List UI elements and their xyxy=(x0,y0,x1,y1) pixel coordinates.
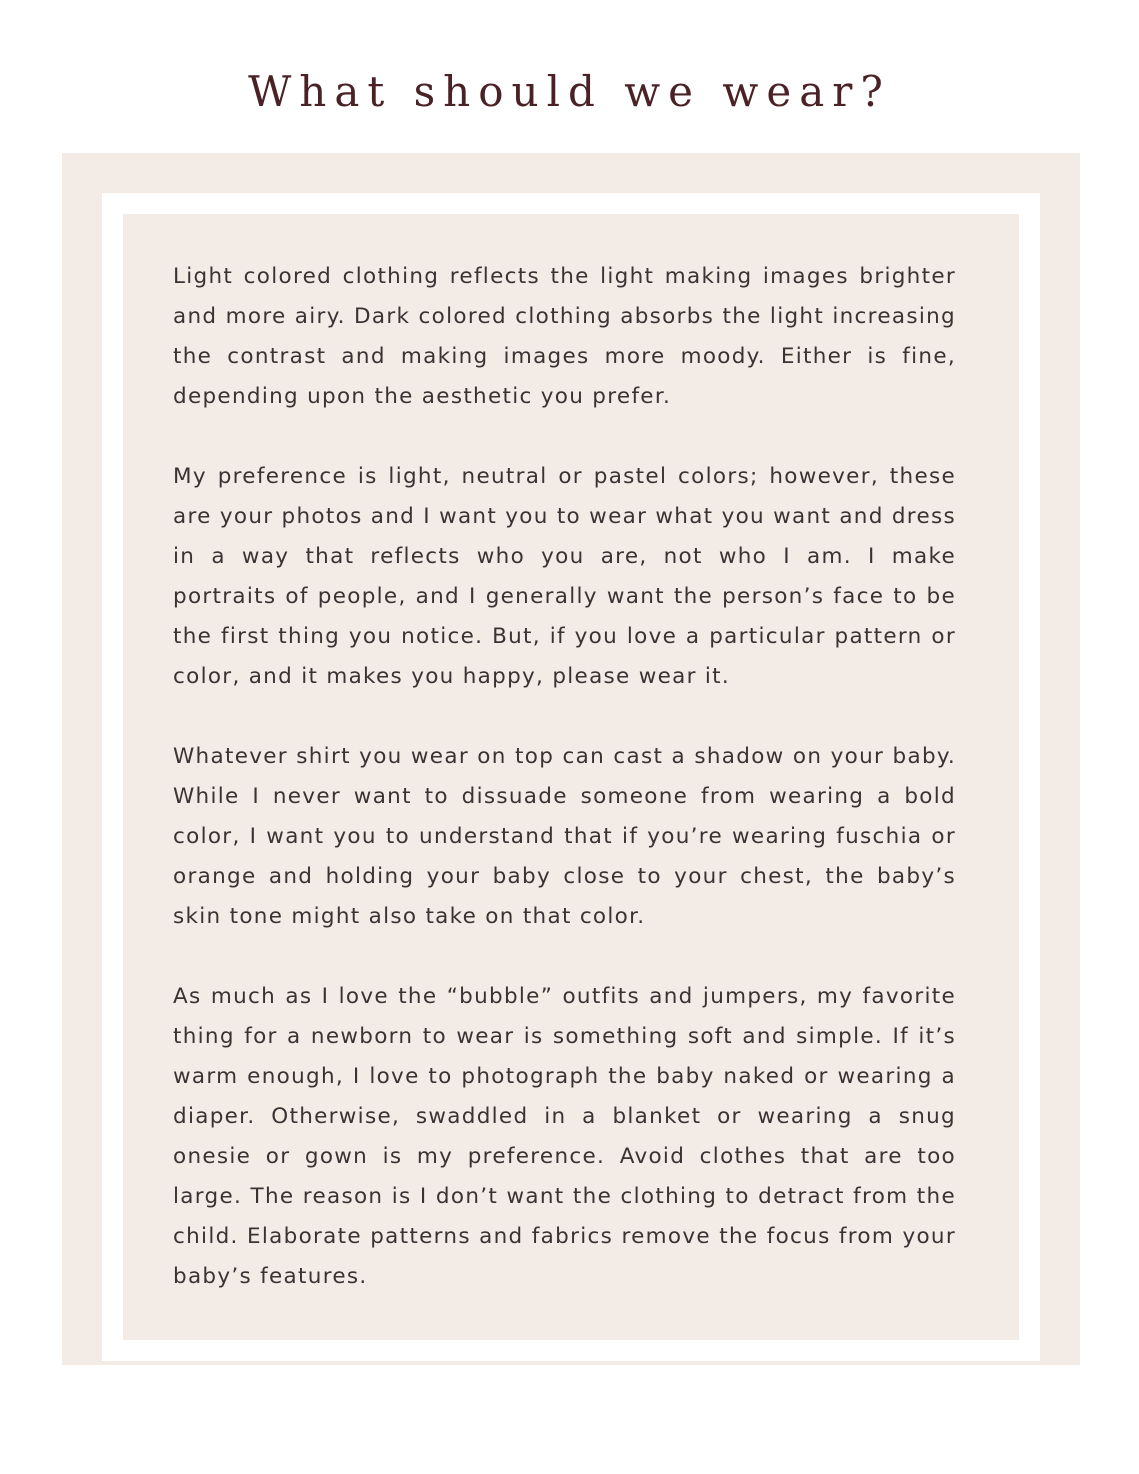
paragraph-light-vs-dark: Light colored clothing reflects the light making images brighter and more airy. Dark colored clothing absorbs the light increasing the contrast and making images more moody. Either is fine, depending upon the aesthetic you prefer. xyxy=(173,264,956,409)
paragraph-newborn-outfits: As much as I love the “bubble” outfits and jumpers, my favorite thing for a newborn to wear is something soft and simple. If it’s warm enough, I love to photograph the baby naked or wearing a diaper. Otherwise, swaddled in a blanket or wearing a snug onesie or gown is my preference. Avoid clothes that are too large. The reason is I don’t want the clothing to detract from the child. Elaborate patterns and fabrics remove the focus from your baby’s features. xyxy=(173,984,956,1289)
page-title: What should we wear? xyxy=(248,67,891,116)
paragraph-shirt-shadow: Whatever shirt you wear on top can cast a shadow on your baby. While I never want to dissuade someone from wearing a bold color, I want you to understand that if you’re wearing fuschia or orange and holding your baby close to your chest, the baby’s skin tone might also take on that color. xyxy=(173,744,956,929)
paragraph-color-preference: My preference is light, neutral or pastel colors; however, these are your photos and I want you to wear what you want and dress in a way that reflects who you are, not who I am. I make portraits of people, and I generally want the person’s face to be the first thing you notice. But, if you love a particular pattern or color, and it makes you happy, please wear it. xyxy=(173,464,956,689)
body-text xyxy=(173,257,956,1337)
